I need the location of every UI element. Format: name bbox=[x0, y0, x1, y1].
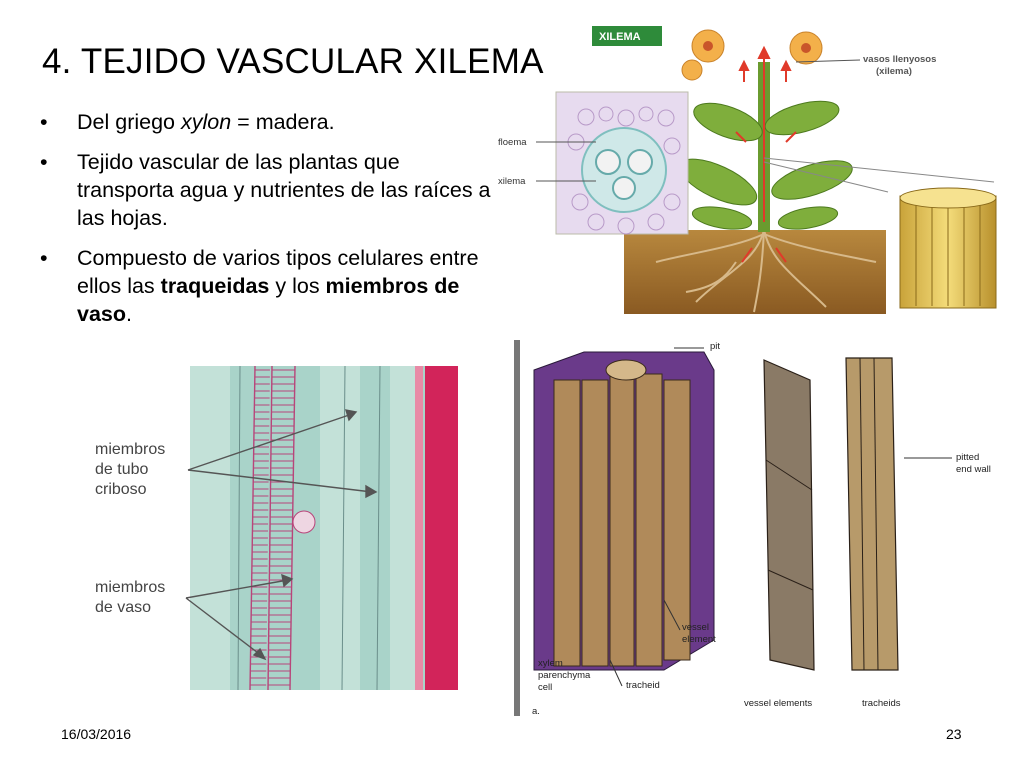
bullet-dot: • bbox=[40, 246, 48, 270]
pit-label: pit bbox=[710, 341, 721, 352]
tracheid-label: tracheid bbox=[626, 680, 660, 691]
xilema-label: xilema bbox=[498, 176, 526, 187]
pitted-label-1: pitted bbox=[956, 452, 980, 463]
bullet-item bbox=[40, 148, 500, 232]
footer-page-number: 23 bbox=[946, 726, 962, 742]
vasos-label: vasos llenyosos bbox=[863, 54, 937, 65]
micrograph-figure bbox=[90, 366, 458, 690]
tracheids-shape bbox=[846, 358, 898, 670]
tubo-label-3: criboso bbox=[95, 481, 147, 498]
bullet-text-segment: traqueidas bbox=[160, 274, 270, 298]
xylem-label-1: xylem bbox=[538, 658, 563, 669]
bullet-dot: • bbox=[40, 110, 48, 134]
vessel-label-1: vessel bbox=[682, 622, 709, 633]
bullet-item bbox=[40, 244, 500, 328]
tracheids-label: tracheids bbox=[862, 698, 901, 709]
bullet-item bbox=[40, 108, 500, 136]
xylem-label-3: cell bbox=[538, 682, 553, 693]
vessel-label-2: element bbox=[682, 634, 716, 645]
xylem-cells-figure bbox=[514, 340, 1012, 716]
bullet-text-segment: = madera. bbox=[231, 110, 335, 134]
xylem-label-2: parenchyma bbox=[538, 670, 591, 681]
a-label: a. bbox=[532, 706, 540, 716]
bullet-text-segment: y los bbox=[269, 274, 326, 298]
bullet-text-segment: miembros de vaso bbox=[77, 274, 460, 326]
tubo-label-2: de tubo bbox=[95, 461, 149, 478]
tubo-label-1: miembros bbox=[95, 441, 166, 458]
plant-xylem-figure bbox=[496, 22, 1006, 314]
vessel-bundle-shape bbox=[900, 188, 996, 308]
bullet-text-segment: . bbox=[126, 302, 132, 326]
footer-date: 16/03/2016 bbox=[61, 726, 132, 742]
vessel-elements-shape bbox=[764, 360, 814, 670]
bullet-dot: • bbox=[40, 150, 48, 174]
bullet-text-segment: Tejido vascular de las plantas que transporta agua y nutrientes de las raíces a las hojas. bbox=[77, 150, 491, 230]
vaso-label-1: miembros bbox=[95, 579, 166, 596]
xilema-badge-text: XILEMA bbox=[599, 31, 641, 43]
xilema-paren-label: (xilema) bbox=[876, 66, 912, 77]
bullet-text-segment: Compuesto de varios tipos celulares entre ellos las bbox=[77, 246, 479, 298]
pitted-label-2: end wall bbox=[956, 464, 991, 475]
bullet-text-segment: Del griego bbox=[77, 110, 181, 134]
vaso-label-2: de vaso bbox=[95, 599, 152, 616]
slide-title: 4. TEJIDO VASCULAR XILEMA bbox=[42, 42, 544, 81]
soil-shape bbox=[624, 230, 886, 314]
floema-label: floema bbox=[498, 137, 527, 148]
vessel-elements-label: vessel elements bbox=[744, 698, 813, 709]
bullet-list bbox=[40, 108, 500, 340]
bullet-text-segment: xylon bbox=[180, 110, 232, 134]
